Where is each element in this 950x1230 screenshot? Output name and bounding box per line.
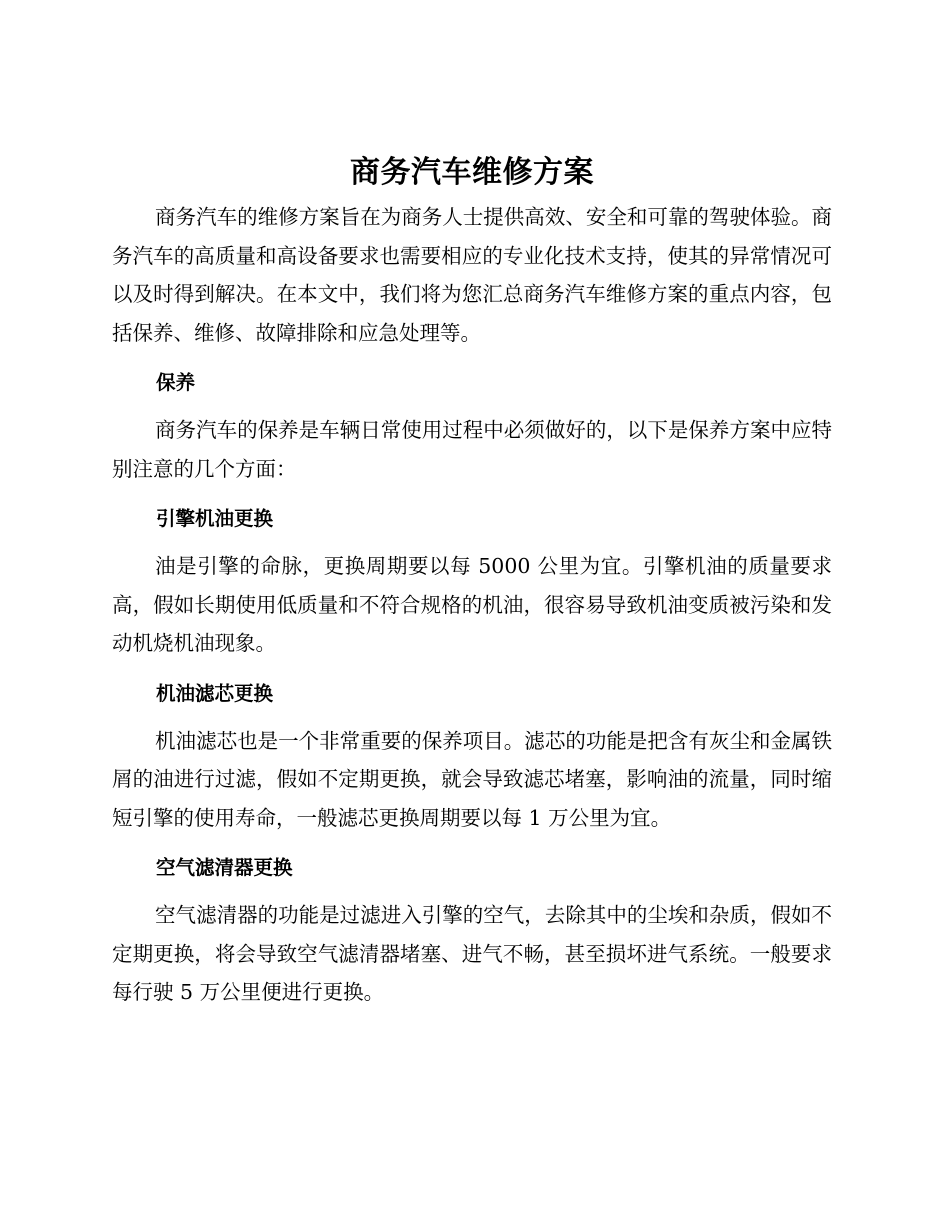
section-heading-maintenance: 保养: [156, 371, 196, 394]
section-body-engine-oil: 油是引擎的命脉，更换周期要以每 5000 公里为宜。引擎机油的质量要求高，假如长期使用低质量和不符合规格的机油，很容易导致机油变质被污染和发动机烧机油现象。: [112, 554, 832, 655]
intro-paragraph: 商务汽车的维修方案旨在为商务人士提供高效、安全和可靠的驾驶体验。商务汽车的高质量和高设备要求也需要相应的专业化技术支持，使其的异常情况可以及时得到解决。在本文中，我们将为您汇总商务汽车维修方案的重点内容，包括保养、维修、故障排除和应急处理等。: [112, 205, 832, 345]
section-heading-oil-filter: 机油滤芯更换: [156, 681, 274, 705]
document-title: 商务汽车维修方案: [350, 155, 594, 190]
section-body-maintenance: 商务汽车的保养是车辆日常使用过程中必须做好的，以下是保养方案中应特别注意的几个方面：: [112, 418, 832, 481]
section-heading-engine-oil: 引擎机油更换: [156, 507, 274, 530]
section-body-oil-filter: 机油滤芯也是一个非常重要的保养项目。滤芯的功能是把含有灰尘和金属铁屑的油进行过滤，假如不定期更换，就会导致滤芯堵塞，影响油的流量，同时缩短引擎的使用寿命，一般滤芯更换周期要以每 1 万公里为宜。: [112, 728, 832, 830]
section-heading-air-filter: 空气滤清器更换: [156, 856, 293, 879]
section-body-air-filter: 空气滤清器的功能是过滤进入引擎的空气，去除其中的尘埃和杂质，假如不定期更换，将会导致空气滤清器堵塞、进气不畅，甚至损坏进气系统。一般要求每行驶 5 万公里便进行更换。: [112, 903, 832, 1004]
document-page: [112, 148, 832, 1012]
